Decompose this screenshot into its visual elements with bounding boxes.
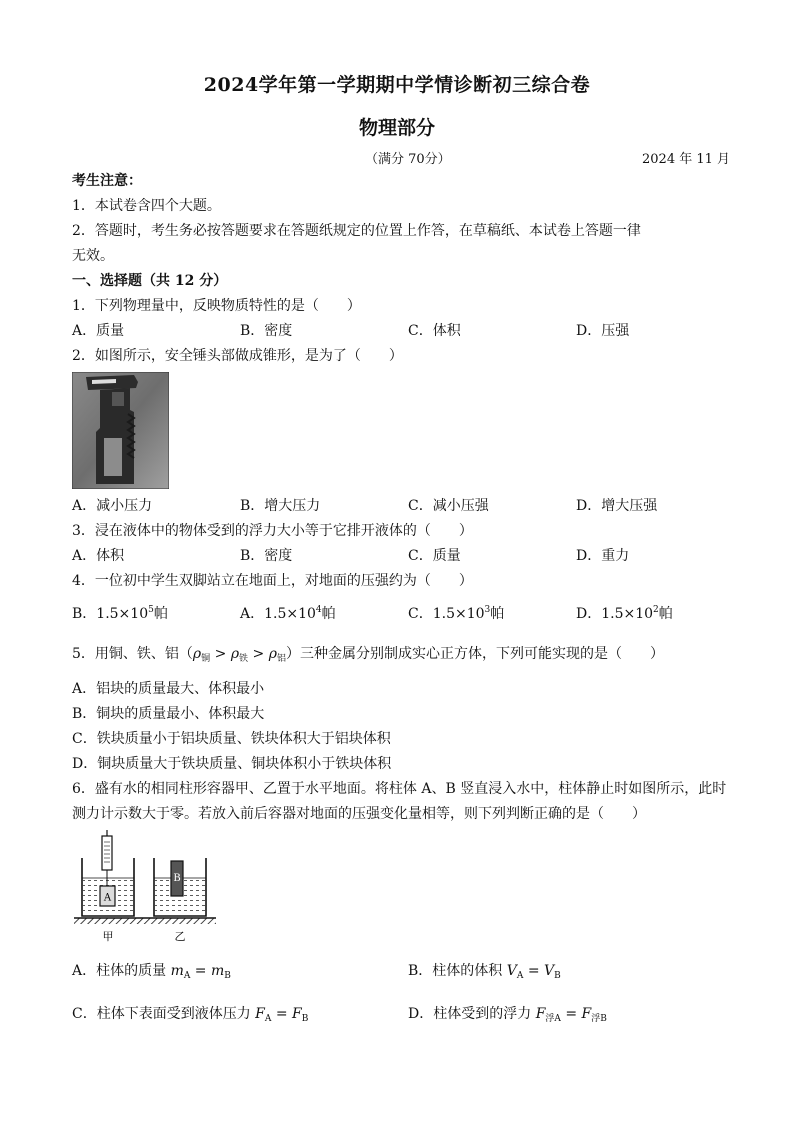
q1-option-b: B．密度 (240, 323, 293, 339)
label-jia: 甲 (102, 930, 114, 943)
q2-stem: 2．如图所示，安全锤头部做成锥形，是为了（ ） (72, 348, 403, 364)
q2-option-c: C．减小压强 (408, 498, 489, 514)
q6-stem-line-1: 6．盛有水的相同柱形容器甲、乙置于水平地面。将柱体 A、B 竖直浸入水中，柱体静止时如图所示，此时 (72, 781, 727, 797)
q2-option-d: D．增大压强 (576, 498, 658, 514)
notice-item-1: 1．本试卷含四个大题。 (72, 198, 221, 214)
q5-option-a: A．铝块的质量最大、体积最小 (72, 681, 265, 697)
notice-item-2: 2．答题时，考生务必按答题要求在答题纸规定的位置上作答，在草稿纸、本试卷上答题一律 (72, 223, 641, 239)
q6-option-d: D．柱体受到的浮力 $F_{浮A} = F_{浮B}$ (408, 1006, 607, 1024)
q1-option-a: A．质量 (72, 323, 125, 339)
notice-item-2-cont: 无效。 (72, 248, 114, 264)
q2-option-b: B．增大压力 (240, 498, 321, 514)
q5-option-c: C．铁块质量小于铝块质量、铁块体积大于铝块体积 (72, 731, 391, 747)
full-score: （满分 70分） (365, 152, 451, 167)
q1-stem: 1．下列物理量中，反映物质特性的是（ ） (72, 298, 361, 314)
q1-option-d: D．压强 (576, 323, 630, 339)
exam-date: 2024 年 11 月 (642, 152, 731, 167)
q6-option-b: B．柱体的体积 $V_A = V_B$ (408, 963, 561, 981)
q4-option-d: D．$1.5\times 10^2$帕 (576, 605, 673, 622)
q3-option-c: C．质量 (408, 548, 461, 564)
q3-option-a: A．体积 (72, 548, 125, 564)
q4-option-b: B．$1.5\times 10^5$帕 (72, 605, 168, 622)
cylinder-b-label: B (173, 873, 181, 884)
q6-stem-line-2: 测力计示数大于零。若放入前后容器对地面的压强变化量相等，则下列判断正确的是（ ） (72, 806, 646, 822)
safety-hammer-photo (72, 372, 169, 489)
q4-stem: 4．一位初中学生双脚站立在地面上，对地面的压强约为（ ） (72, 573, 473, 589)
exam-title: 2024学年第一学期期中学情诊断初三综合卷 (203, 74, 591, 96)
exam-subtitle: 物理部分 (358, 117, 435, 139)
cylinder-a-label: A (103, 892, 112, 904)
label-yi: 乙 (174, 930, 186, 943)
q6-option-a: A．柱体的质量 $m_A = m_B$ (72, 963, 231, 981)
q2-option-a: A．减小压力 (72, 498, 153, 514)
q4-option-c: C．$1.5\times 10^3$帕 (408, 605, 505, 622)
q1-option-c: C．体积 (408, 323, 461, 339)
q6-diagram (70, 828, 220, 948)
q3-option-b: B．密度 (240, 548, 293, 564)
q6-option-c: C．柱体下表面受到液体压力 $F_A = F_B$ (72, 1006, 309, 1024)
q3-stem: 3．浸在液体中的物体受到的浮力大小等于它排开液体的（ ） (72, 523, 473, 539)
ground-hatch (74, 918, 216, 924)
q5-stem: 5．用铜、铁、铝$(\rho_铜 > \rho_铁 > \rho_铝)$三种金属分别制成实心正方体，下列可能实现的是（ ） (72, 646, 664, 664)
q3-option-d: D．重力 (576, 548, 630, 564)
section-1-heading: 一、选择题（共 12 分） (72, 273, 228, 289)
q4-option-a: A．$1.5\times 10^4$帕 (240, 605, 336, 622)
q5-option-d: D．铜块质量大于铁块质量、铜块体积小于铁块体积 (72, 756, 392, 772)
spring-scale (102, 836, 112, 870)
q5-option-b: B．铜块的质量最小、体积最大 (72, 706, 265, 722)
notice-heading: 考生注意： (72, 173, 142, 189)
